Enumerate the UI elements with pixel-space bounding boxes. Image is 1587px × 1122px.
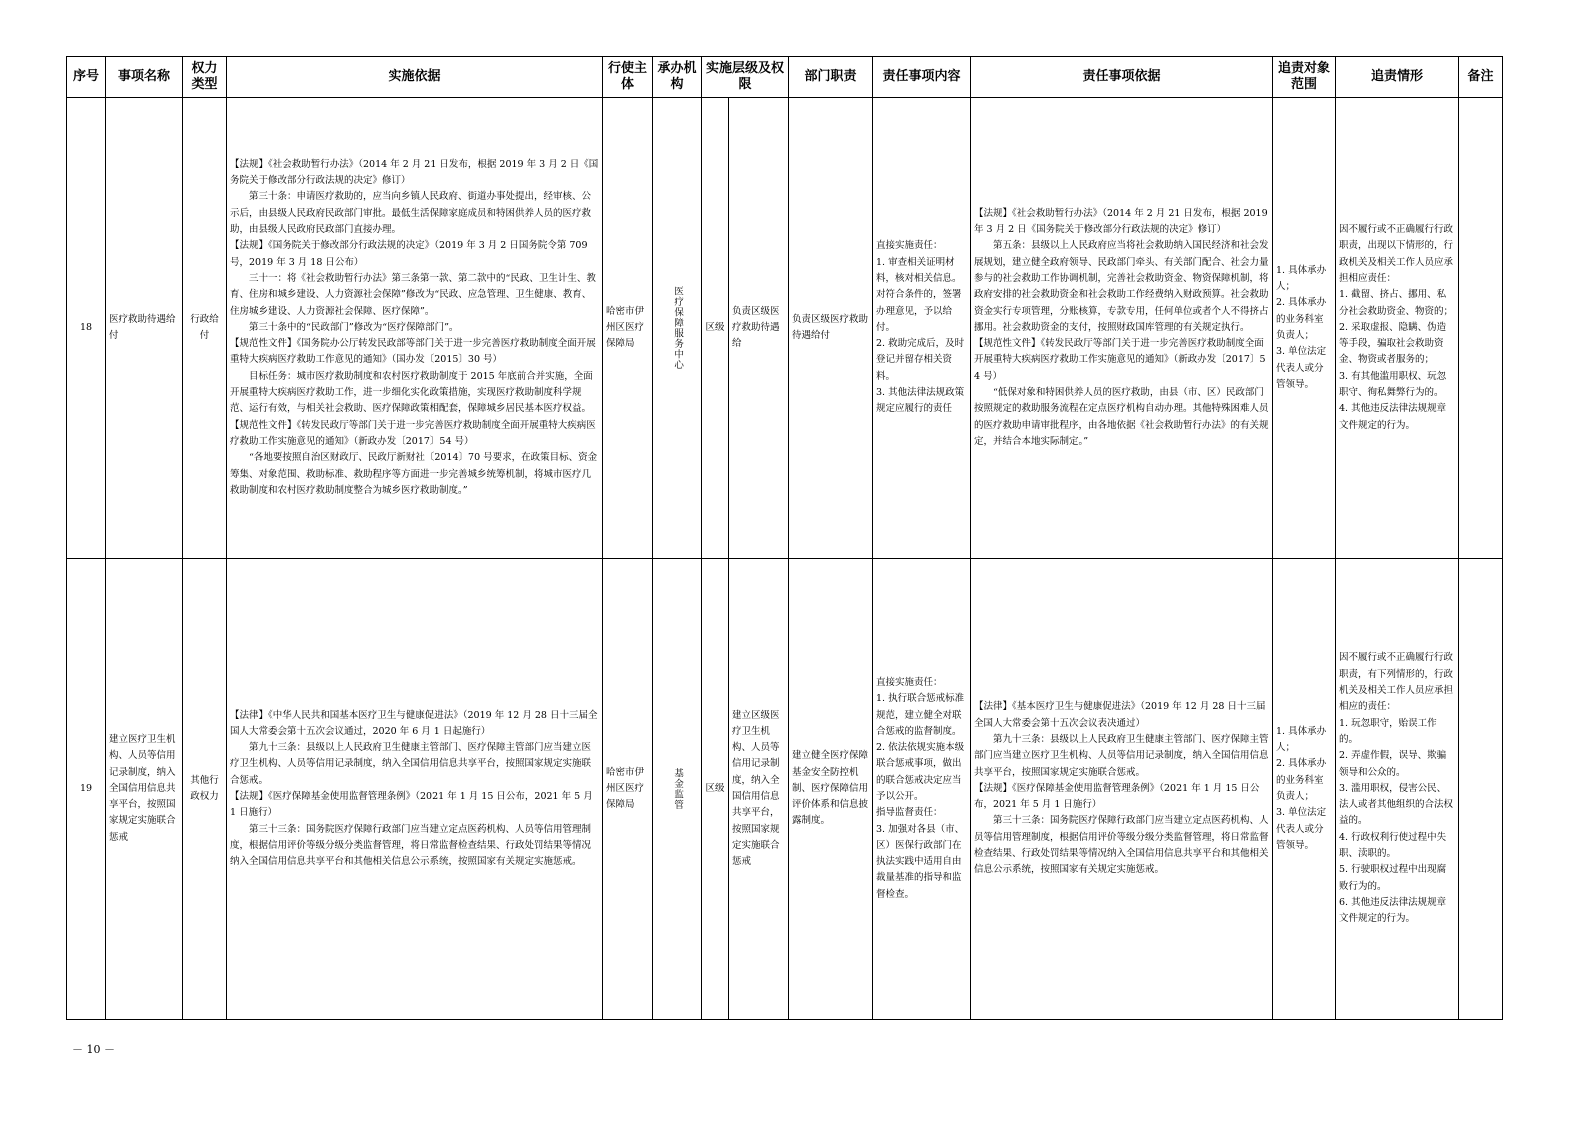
cell-resp-content [873, 559, 971, 1020]
cell-line: 6. 其他违反法律法规规章文件规定的行为。 [1339, 896, 1447, 925]
cell-no: 18 [67, 98, 106, 559]
basis-paragraph: 第三十三条：国务院医疗保障行政部门应当建立定点医药机构、人员等信用管理制度，根据信用评价等级分级分类监督管理，将日常监督检查结果、行政处罚结果等情况纳入全国信用信息共享平台和其他相关信息公示系统，按照国家有关规定实施惩戒。 [230, 823, 592, 868]
cell-line: 2. 具体承办的业务科室负责人； [1276, 297, 1327, 341]
cell-line: 直接实施责任： [876, 240, 943, 252]
basis-paragraph: 【法规】《国务院关于修改部分行政法规的决定》（2019 年 3 月 2 日国务院令第 709 号，2019 年 3 月 18 日公布） [230, 240, 588, 268]
cell-line: 1. 执行联合惩戒标准规范，建立健全对联合惩戒的监督制度。 [876, 693, 965, 737]
basis-paragraph: 【规范性文件】《国务院办公厅转发民政部等部门关于进一步完善医疗救助制度全面开展重特大疾病医疗救助工作意见的通知》（国办发〔2015〕30 号） [230, 338, 596, 366]
cell-resp-content [873, 98, 971, 559]
cell-subject: 哈密市伊州区医疗保障局 [603, 559, 653, 1020]
cell-line: 5. 行驶职权过程中出现腐败行为的。 [1339, 864, 1447, 892]
cell-level-right: 建立区级医疗卫生机构、人员等信用记录制度，纳入全国信用信息共享平台，按照国家规定实施联合惩戒 [729, 559, 789, 1020]
basis-paragraph: 【法规】《社会救助暂行办法》（2014 年 2 月 21 日发布，根据 2019 年 3 月 2 日《国务院关于修改部分行政法规的决定》修订） [974, 207, 1268, 236]
cell-level: 区级 [702, 559, 729, 1020]
cell-situations [1336, 98, 1459, 559]
cell-line: 因不履行或不正确履行行政职责，出现以下情形的，行政机关及相关工作人员应承担相应责任： [1339, 224, 1454, 284]
cell-line: 3. 其他法律法规政策规定应履行的责任 [876, 387, 965, 415]
cell-duty: 负责区级医疗救助待遇给付 [789, 98, 873, 559]
cell-line: 指导监督责任： [876, 807, 943, 819]
cell-line: 3. 有其他滥用职权、玩忽职守、徇私舞弊行为的。 [1339, 370, 1447, 399]
basis-paragraph: 第九十三条：县级以上人民政府卫生健康主管部门、医疗保障主管部门应当建立医疗卫生机构、人员等信用记录制度，纳入全国信用信息共享平台，按照国家规定实施联合惩戒。 [974, 733, 1269, 778]
cell-line: 直接实施责任： [876, 676, 943, 688]
basis-paragraph: 第三十三条：国务院医疗保障行政部门应当建立定点医药机构、人员等信用管理制度，根据信用评价等级分级分类监督管理，将日常监督检查结果、行政处罚结果等情况纳入全国信用信息共享平台和其他相关信息公示系统，按照国家有关规定实施惩戒。 [974, 815, 1269, 876]
cell-line: 1. 审查相关证明材料，核对相关信息。对符合条件的，签署办理意见，予以给付。 [876, 256, 962, 333]
cell-power-type: 其他行政权力 [183, 559, 227, 1020]
cell-line: 1. 截留、挤占、挪用、私分社会救助资金、物资的； [1339, 289, 1454, 317]
cell-line: 因不履行或不正确履行行政职责，有下列情形的，行政机关及相关工作人员应承担相应的责任： [1339, 652, 1454, 713]
basis-paragraph: 第五条：县级以上人民政府应当将社会救助纳入国民经济和社会发展规划，建立健全政府领导、民政部门牵头、有关部门配合、社会力量参与的社会救助工作协调机制，完善社会救助资金、物资保障机制，将政府安排的社会救助资金和社会救助工作经费纳入财政预算。社会救助资金实行专项管理，分账核算，专款专用，任何单位或者个人不得挤占挪用。社会救助资金的支付，按照财政国库管理的有关规定执行。 [974, 240, 1269, 333]
cell-org: 基金监管 [672, 768, 684, 810]
basis-paragraph: 三十一：将《社会救助暂行办法》第三条第一款、第二款中的“民政、卫生计生、教育、住房和城乡建设、人力资源社会保障”修改为“民政、应急管理、卫生健康、教育、住房城乡建设、人力资源社会保障、医疗保障”。 [230, 272, 596, 317]
cell-accountable [1273, 559, 1336, 1020]
cell-line: 4. 其他违反法律法规规章文件规定的行为。 [1339, 403, 1447, 431]
cell-basis [227, 559, 603, 1020]
cell-line: 3. 单位法定代表人或分管领导。 [1276, 807, 1327, 851]
basis-paragraph: 【法规】《医疗保障基金使用监督管理条例》（2021 年 1 月 15 日公布，2021 年 5 月 1 日施行） [974, 782, 1260, 811]
header-resp-content: 责任事项内容 [873, 57, 971, 98]
basis-paragraph: 【法律】《基本医疗卫生与健康促进法》（2019 年 12 月 28 日十三届全国人大常委会第十五次会议表决通过） [974, 701, 1266, 729]
cell-line: 2. 采取虚报、隐瞒、伪造等手段，骗取社会救助资金、物资或者服务的； [1339, 321, 1447, 366]
cell-line: 2. 具体承办的业务科室负责人； [1276, 758, 1327, 802]
header-row [67, 57, 1503, 98]
basis-paragraph: 【法规】《医疗保障基金使用监督管理条例》（2021 年 1 月 15 日公布，2021 年 5 月 1 日施行） [230, 791, 593, 819]
cell-line: 1. 具体承办人； [1276, 725, 1327, 754]
cell-name: 建立医疗卫生机构、人员等信用记录制度，纳入全国信用信息共享平台，按照国家规定实施联合惩戒 [106, 559, 183, 1020]
cell-level: 区级 [702, 98, 729, 559]
cell-remark [1459, 98, 1503, 559]
header-org: 承办机构 [653, 57, 702, 98]
basis-paragraph: 【规范性文件】《转发民政厅等部门关于进一步完善医疗救助制度全面开展重特大疾病医疗救助工作实施意见的通知》（新政办发〔2017〕54 号） [974, 338, 1266, 382]
cell-line: 3. 单位法定代表人或分管领导。 [1276, 346, 1327, 390]
header-name: 事项名称 [106, 57, 183, 98]
cell-name: 医疗救助待遇给付 [106, 98, 183, 559]
header-basis: 实施依据 [227, 57, 603, 98]
cell-subject: 哈密市伊州区医疗保障局 [603, 98, 653, 559]
basis-paragraph: 第三十条中的“民政部门”修改为“医疗保障部门”。 [249, 321, 459, 333]
cell-basis [227, 98, 603, 559]
header-resp-basis: 责任事项依据 [971, 57, 1273, 98]
page-number: － 10 － [72, 1043, 115, 1056]
cell-duty: 建立健全医疗保障基金安全防控机制、医疗保障信用评价体系和信息披露制度。 [789, 559, 873, 1020]
cell-no: 19 [67, 559, 106, 1020]
cell-situations [1336, 559, 1459, 1020]
cell-accountable [1273, 98, 1336, 559]
cell-resp-basis [971, 559, 1273, 1020]
cell-remark [1459, 559, 1503, 1020]
header-no: 序号 [67, 57, 106, 98]
header-duty: 部门职责 [789, 57, 873, 98]
cell-line: 3. 滥用职权，侵害公民、法人或者其他组织的合法权益的。 [1339, 782, 1454, 827]
cell-line: 2. 救助完成后，及时登记并留存相关资料。 [876, 338, 965, 382]
header-subject: 行使主体 [603, 57, 653, 98]
basis-paragraph: 第九十三条：县级以上人民政府卫生健康主管部门、医疗保障主管部门应当建立医疗卫生机构、人员等信用记录制度，纳入全国信用信息共享平台，按照国家规定实施联合惩戒。 [230, 742, 592, 786]
cell-power-type: 行政给付 [183, 98, 227, 559]
basis-paragraph: 第三十条：申请医疗救助的，应当向乡镇人民政府、街道办事处提出，经审核、公示后，由县级人民政府民政部门审批。最低生活保障家庭成员和特困供养人员的医疗救助，由县级人民政府民政部门直接办理。 [230, 191, 592, 236]
header-remark: 备注 [1459, 57, 1503, 98]
basis-paragraph: 【法规】《社会救助暂行办法》（2014 年 2 月 21 日发布，根据 2019 年 3 月 2 日《国务院关于修改部分行政法规的决定》修订） [230, 158, 599, 187]
table-row [67, 98, 1503, 559]
basis-paragraph: 【法律】《中华人民共和国基本医疗卫生与健康促进法》（2019 年 12 月 28 日十三届全国人大常委会第十五次会议通过，2020 年 6 月 1 日起施行） [230, 709, 598, 737]
cell-line: 3. 加强对各县（市、区）医保行政部门在执法实践中适用自由裁量基准的指导和监督检查。 [876, 823, 965, 900]
basis-paragraph: 【规范性文件】《转发民政厅等部门关于进一步完善医疗救助制度全面开展重特大疾病医疗救助工作实施意见的通知》（新政办发〔2017〕54 号） [230, 419, 596, 447]
basis-paragraph: “各地要按照自治区财政厅、民政厅新财社〔2014〕70 号要求，在政策目标、资金筹集、对象范围、救助标准、救助程序等方面进一步完善城乡统筹机制，将城市医疗几救助制度和农村医疗救助制度整合为城乡医疗救助制度。” [230, 452, 598, 496]
cell-line: 1. 具体承办人； [1276, 264, 1327, 293]
responsibility-table [66, 56, 1503, 1020]
basis-paragraph: “低保对象和特困供养人员的医疗救助，由县（市、区）民政部门按照规定的救助服务流程在定点医疗机构自动办理。其他特殊困难人员的医疗救助申请审批程序，由各地依据《社会救助暂行办法》的有关规定，并结合本地实际制定。” [974, 387, 1269, 447]
cell-line: 4. 行政权利行使过程中失职、渎职的。 [1339, 831, 1447, 860]
cell-level-right: 负责区级医疗救助待遇给 [729, 98, 789, 559]
basis-paragraph: 目标任务：城市医疗救助制度和农村医疗救助制度于 2015 年底前合并实施，全面开展重特大疾病医疗救助工作，进一步细化实化政策措施，实现医疗救助制度科学规范、运行有效，与相关社会救助、医疗保障政策相配套，保障城乡居民基本医疗权益。 [230, 370, 593, 415]
header-accountable: 追责对象范围 [1273, 57, 1336, 98]
cell-line: 2. 依法依规实施本级联合惩戒事项，做出的联合惩戒决定应当予以公开。 [876, 742, 965, 802]
cell-resp-basis [971, 98, 1273, 559]
header-power-type: 权力类型 [183, 57, 227, 98]
header-level: 实施层级及权限 [702, 57, 789, 98]
header-situations: 追责情形 [1336, 57, 1459, 98]
cell-line: 1. 玩忽职守，贻误工作的。 [1339, 717, 1437, 745]
cell-line: 2. 弄虚作假，误导、欺骗领导和公众的。 [1339, 750, 1447, 778]
cell-org: 医疗保障服务中心 [672, 286, 684, 370]
table-row [67, 559, 1503, 1020]
